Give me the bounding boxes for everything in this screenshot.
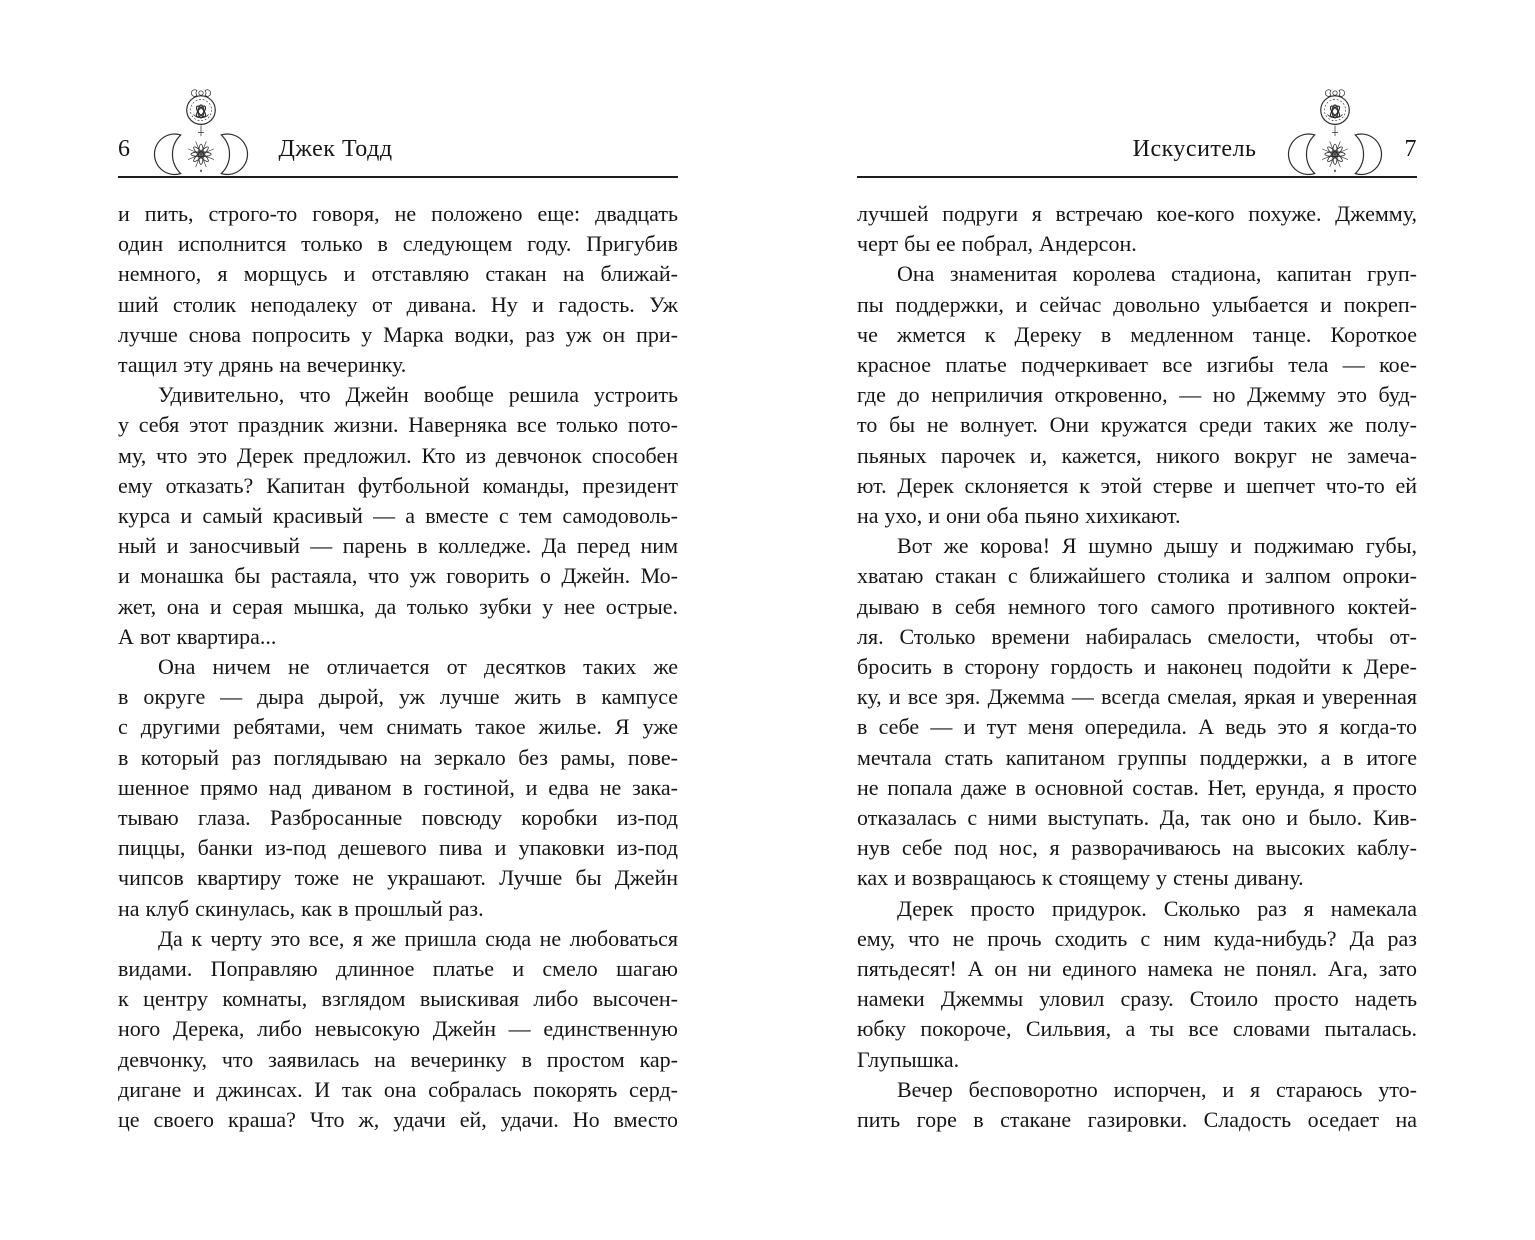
right-page-number: 7 [1404,136,1417,162]
text-line: курса и самый красивый — а вместе с тем самодоволь- [118,503,678,529]
text-line: ку, и все зря. Джемма — всегда смелая, яркая и уверенная [857,684,1417,710]
text-line: че жмется к Дереку в медленном танце. Короткое [857,321,1417,347]
text-line: пиццы, банки из-под дешевого пива и упаковки из-под [118,835,678,861]
paragraph [118,380,678,652]
text-line: черт бы ее побрал, Андерсон. [857,231,1137,257]
text-line: не попала даже в основной состав. Нет, ерунда, я просто [857,774,1417,800]
text-line: юбку покороче, Сильвия, а ты все словами пыталась. [857,1016,1417,1042]
text-line: ему отказать? Капитан футбольной команды, президент [118,472,678,498]
paragraph [857,531,1417,893]
triple-moon-lotus-ornament-icon [145,88,257,180]
text-line: ного Дерека, либо невысокую Джейн — единственную [118,1016,678,1042]
left-page [118,0,678,1240]
text-line: ля. Столько времени набиралась смелости, чтобы от- [857,623,1417,649]
text-line: ют. Дерек склоняется к этой стерве и шепчет что-то ей [857,472,1417,498]
text-line: хватаю стакан с ближайшего столика и залпом опроки- [857,563,1417,589]
text-line: мечтала стать капитаном группы поддержки, а в итоге [857,744,1417,770]
text-line: видами. Поправляю длинное платье и смело шагаю [118,956,678,982]
text-line: на ухо, и они оба пьяно хихикают. [857,503,1181,529]
paragraph [857,259,1417,531]
text-line: Глупышка. [857,1046,960,1072]
right-running-head [857,84,1417,178]
text-line: дываю в себя немного того самого противного коктей- [857,593,1417,619]
text-line: девчонку, что заявилась на вечеринку в простом кар- [118,1046,678,1072]
paragraph [118,199,678,380]
left-running-title: Джек Тодд [278,136,393,162]
paragraph [118,924,678,1135]
text-line: чипсов квартиру тоже не украшают. Лучше бы Джейн [118,865,678,891]
paragraph [857,199,1417,259]
text-line: А вот квартира... [118,623,277,649]
paragraph [857,894,1417,1075]
text-line: бросить в сторону гордость и наконец подойти к Дере- [857,654,1417,680]
text-line: Удивительно, что Джейн вообще решила устроить [158,382,678,408]
text-line: в который раз поглядываю на зеркало без рамы, пове- [118,744,678,770]
text-line: немного, я морщусь и отставляю стакан на ближай- [118,261,678,287]
text-line: ший столик неподалеку от дивана. Ну и гадость. Уж [118,291,678,317]
text-line: намеки Джеммы уловил сразу. Стоило просто надеть [857,986,1417,1012]
paragraph [118,652,678,924]
right-running-title: Искуситель [1132,136,1257,162]
text-line: пить горе в стакане газировки. Сладость оседает на [857,1107,1417,1133]
text-line: ный и заносчивый — парень в колледже. Да перед ним [118,533,678,559]
text-line: в себе — и тут меня опередила. А ведь это я когда-то [857,714,1417,740]
text-line: лучше снова попросить у Марка водки, раз уж он при- [118,321,678,347]
text-line: дигане и джинсах. И так она собралась покорять серд- [118,1076,678,1102]
triple-moon-lotus-ornament-icon [1279,88,1391,180]
left-page-text [118,199,678,1135]
text-line: лучшей подруги я встречаю кое-кого похуже. Джемму, [857,201,1417,226]
paragraph [857,1075,1417,1135]
left-page-number: 6 [118,136,131,162]
text-line: тываю глаза. Разбросанные повсюду коробки из-под [118,805,678,831]
text-line: тащил эту дрянь на вечеринку. [118,352,407,378]
text-line: Она ничем не отличается от десятков таких же [158,654,678,680]
text-line: це своего краша? Что ж, удачи ей, удачи. Но вместо [118,1107,678,1133]
text-line: где до неприличия откровенно, — но Джемму это буд- [857,382,1417,408]
text-line: к центру комнаты, взглядом выискивая либо высочен- [118,986,678,1012]
text-line: му, что это Дерек предложил. Кто из девчонок способен [118,442,678,468]
text-line: отказалась с ними выступать. Да, так оно и было. Кив- [857,805,1417,831]
text-line: пы поддержки, и сейчас довольно улыбается и покреп- [857,291,1417,317]
text-line: один исполнится только в следующем году. Пригубив [118,231,678,257]
text-line: нув себе под нос, я разворачиваюсь на высоких каблу- [857,835,1417,861]
text-line: Дерек просто придурок. Сколько раз я намекала [897,895,1417,921]
text-line: в округе — дыра дырой, уж лучше жить в кампусе [118,684,678,710]
text-line: шенное прямо над диваном в гостиной, и едва не зака- [118,774,678,800]
text-line: и монашка бы растаяла, что уж говорить о Джейн. Мо- [118,563,678,589]
text-line: у себя этот праздник жизни. Наверняка все только пото- [118,412,678,438]
text-line: ему, что не прочь сходить с ним куда-нибудь? Да раз [857,925,1417,951]
text-line: пьяных парочек и, кажется, никого вокруг не замеча- [857,442,1417,468]
left-running-head [118,84,678,178]
text-line: ках и возвращаюсь к стоящему у стены дивану. [857,865,1304,891]
text-line: жет, она и серая мышка, да только зубки у нее острые. [118,593,678,619]
text-line: Вот же корова! Я шумно дышу и поджимаю губы, [897,533,1417,559]
text-line: Она знаменитая королева стадиона, капитан груп- [897,261,1417,287]
text-line: на клуб скинулась, как в прошлый раз. [118,895,484,921]
right-page-text [857,199,1417,1135]
text-line: то бы не волнует. Они кружатся среди таких же полу- [857,412,1417,438]
right-page [857,0,1417,1240]
text-line: красное платье подчеркивает все изгибы тела — кое- [857,352,1417,378]
text-line: Да к черту это все, я же пришла сюда не любоваться [158,925,678,951]
text-line: Вечер бесповоротно испорчен, и я стараюсь уто- [897,1076,1417,1102]
text-line: пятьдесят! А он ни единого намека не понял. Ага, зато [857,956,1417,982]
text-line: и пить, строго-то говоря, не положено еще: двадцать [118,201,678,226]
text-line: с другими ребятами, чем снимать такое жилье. Я уже [118,714,678,740]
